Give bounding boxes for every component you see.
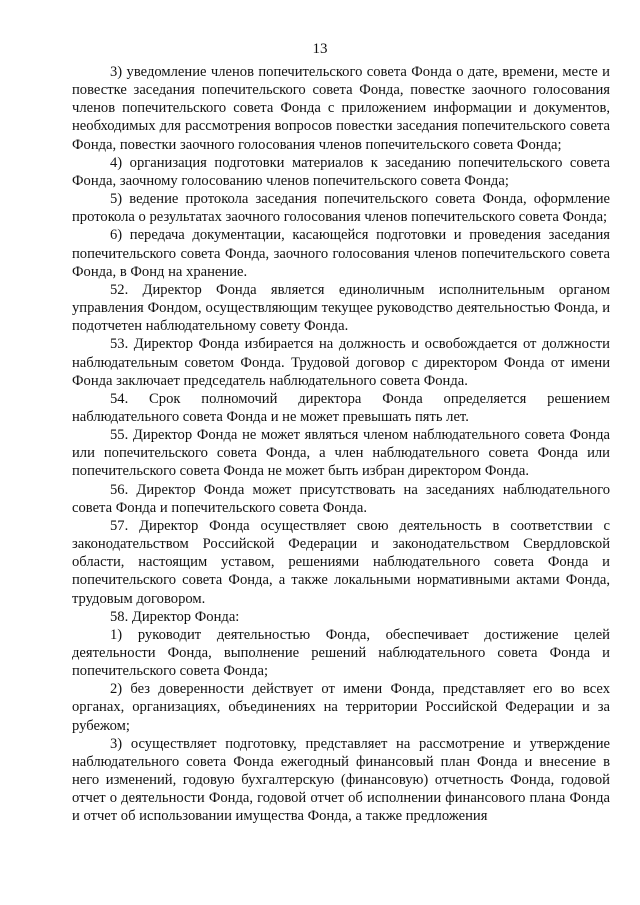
paragraph: 6) передача документации, касающейся подготовки и проведения заседания попечительского совета Фонда, заочного голосования членов попечительского совета Фонда, в Фонд на хранение. xyxy=(72,227,610,280)
paragraph: 58. Директор Фонда: xyxy=(110,608,240,625)
paragraph: 57. Директор Фонда осуществляет свою деятельность в соответствии с законодательством Российской Федерации и законодательством Свердловской области, настоящим уставом, решениями наблюдательного совета Фонда и попечительского совета Фонда, а также локальными нормативными актами Фонда, трудовым договором. xyxy=(72,517,610,607)
paragraph: 5) ведение протокола заседания попечительского совета Фонда, оформление протокола о результатах заочного голосования членов попечительского совета Фонда; xyxy=(72,191,610,226)
paragraph: 3) осуществляет подготовку, представляет на рассмотрение и утверждение наблюдательного совета Фонда ежегодный финансовый план Фонда и внесение в него изменений, годовую бухгалтерскую (финансовую) отчетность Фонда, годовой отчет о деятельности Фонда, годовой отчет об исполнении финансового плана Фонда и отчет об использовании имущества Фонда, а также предложения xyxy=(72,735,610,825)
paragraph: 54. Срок полномочий директора Фонда определяется решением наблюдательного совета Фонда и не может превышать пять лет. xyxy=(72,390,610,425)
paragraph: 2) без доверенности действует от имени Фонда, представляет его во всех органах, организациях, объединениях на территории Российской Федерации и за рубежом; xyxy=(72,681,610,734)
paragraph: 53. Директор Фонда избирается на должность и освобождается от должности наблюдательным советом Фонда. Трудовой договор с директором Фонда от имени Фонда заключает председатель наблюдательного совета Фонда. xyxy=(72,336,610,389)
paragraph: 55. Директор Фонда не может являться членом наблюдательного совета Фонда или попечительского совета Фонда, а член наблюдательного совета Фонда или попечительского совета Фонда не может быть избран директором Фонда. xyxy=(72,427,610,480)
paragraph: 52. Директор Фонда является единоличным исполнительным органом управления Фондом, осуществляющим текущее руководство деятельностью Фонда, и подотчетен наблюдательному совету Фонда. xyxy=(72,281,610,335)
page-number: 13 xyxy=(312,41,328,57)
paragraph: 4) организация подготовки материалов к заседанию попечительского совета Фонда, заочному голосованию членов попечительского совета Фонда; xyxy=(72,154,610,189)
document-body xyxy=(72,63,610,826)
paragraph: 56. Директор Фонда может присутствовать на заседаниях наблюдательного совета Фонда и попечительского совета Фонда. xyxy=(72,481,610,516)
paragraph: 3) уведомление членов попечительского совета Фонда о дате, времени, месте и повестке заседания попечительского совета Фонда, повестке заочного голосования членов попечительского совета Фонда с приложением информации и документов, необходимых для рассмотрения вопросов повестки заседания попечительского совета Фонда, повестки заочного голосования членов попечительского совета Фонда; xyxy=(72,64,610,153)
paragraph: 1) руководит деятельностью Фонда, обеспечивает достижение целей деятельности Фонда, выполнение решений наблюдательного совета Фонда и попечительского совета Фонда; xyxy=(72,626,610,680)
